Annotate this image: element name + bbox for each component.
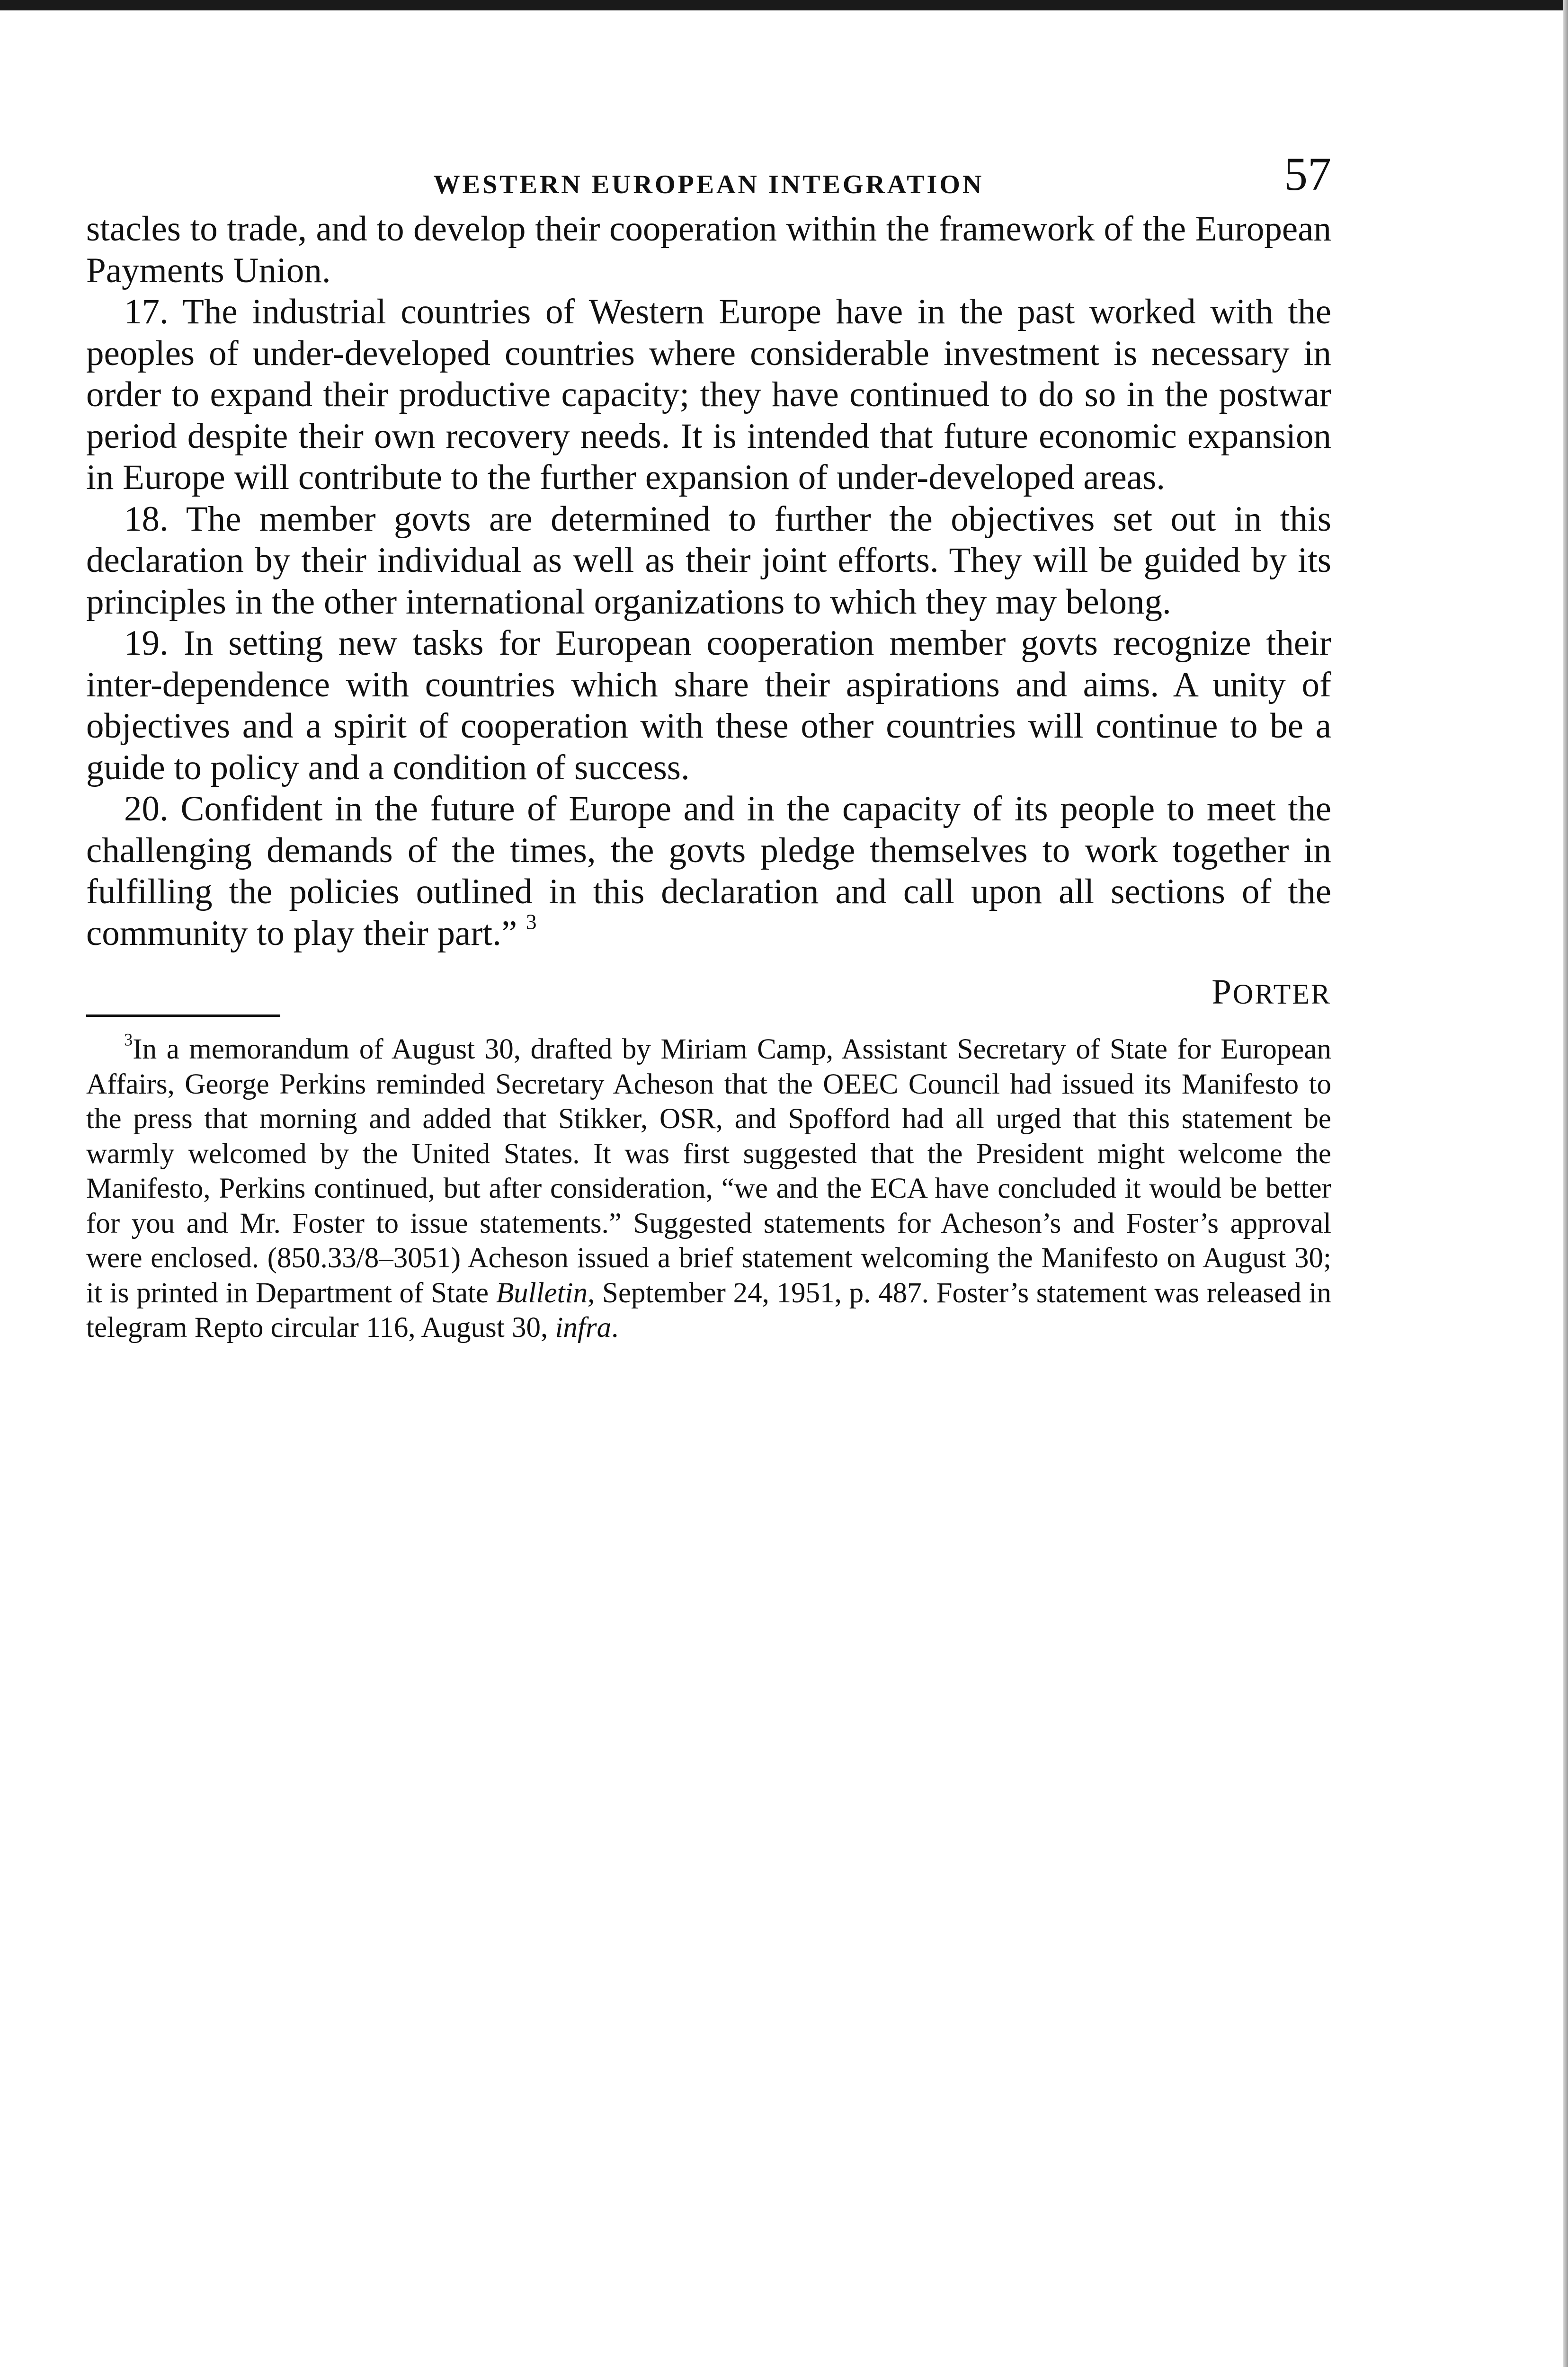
signature-initial: P	[1212, 972, 1233, 1012]
running-title: WESTERN EUROPEAN INTEGRATION	[433, 170, 984, 199]
body-text	[86, 208, 1331, 954]
infra-reference: infra	[555, 1312, 612, 1344]
footnote-end: .	[611, 1312, 619, 1344]
footnote-text-part-2: September 24, 1951, p. 487. Foster’s statement was released in telegram Repto circular 116, August 30,	[86, 1277, 1332, 1344]
top-edge-rule	[0, 0, 1568, 10]
paragraph-18: 18. The member govts are determined to further the objectives set out in this declaration by their individual as well as their joint efforts. They will be guided by its principles in the other international organizations to which they may belong.	[86, 499, 1331, 622]
document-page	[86, 142, 1331, 1345]
footnote-reference: 3	[526, 909, 537, 934]
page-edge-shadow	[1563, 0, 1568, 2367]
footnote-marker: 3	[124, 1030, 133, 1050]
bulletin-title: Bulletin,	[496, 1277, 595, 1309]
paragraph-20	[86, 788, 1331, 954]
footnote-divider	[86, 1014, 280, 1017]
footnote-3	[86, 1032, 1331, 1345]
paragraph-20-text: 20. Confident in the future of Europe and in the capacity of its people to meet the challenging demands of the times, the govts pledge themselves to work together in fulfilling the policies outlined in this declaration and call upon all sections of the community to play their part.”	[86, 789, 1331, 953]
continuation-paragraph: stacles to trade, and to develop their cooperation within the framework of the European Payments Union.	[86, 209, 1331, 290]
running-head	[86, 142, 1331, 208]
paragraph-17: 17. The industrial countries of Western Europe have in the past worked with the peoples of under-developed countries where considerable investment is necessary in order to expand their productive capacity; they have continued to do so in the postwar period despite their own recovery needs. It is intended that future economic expansion in Europe will contribute to the further expansion of under-developed areas.	[86, 292, 1331, 497]
paragraph-19: 19. In setting new tasks for European cooperation member govts recognize their inter-dependence with countries which share their aspirations and aims. A unity of objectives and a spirit of cooperation with these other countries will continue to be a guide to policy and a condition of success.	[86, 623, 1331, 787]
signature	[86, 972, 1331, 1010]
signature-rest: ORTER	[1232, 979, 1331, 1010]
footnote-text-part-1: In a memorandum of August 30, drafted by Miriam Camp, Assistant Secretary of State for European Affairs, George Perkins reminded Secretary Acheson that the OEEC Council had issued its Manifesto to the press that morning and added that Stikker, OSR, and Spofford had all urged that this statement be warmly welcomed by the United States. It was first suggested that the President might welcome the Manifesto, Perkins continued, but after consideration, “we and the ECA have concluded it would be better for you and Mr. Foster to issue statements.” Suggested statements for Acheson’s and Foster’s approval were enclosed. (850.33/8–3051) Acheson issued a brief statement welcoming the Manifesto on August 30; it is printed in Department of State	[86, 1033, 1331, 1309]
page-number: 57	[1284, 148, 1331, 200]
